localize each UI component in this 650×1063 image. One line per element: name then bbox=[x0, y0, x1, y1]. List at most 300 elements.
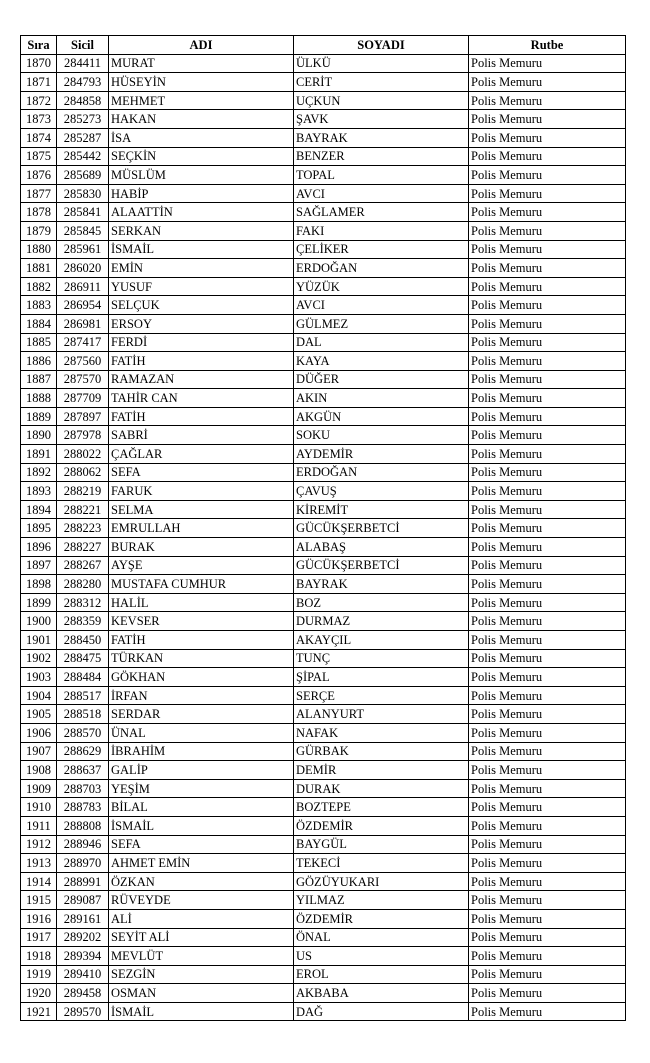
cell-adi: ALİ bbox=[109, 909, 294, 928]
cell-sira: 1921 bbox=[21, 1002, 57, 1021]
cell-soyadi: YILMAZ bbox=[294, 891, 469, 910]
cell-soyadi: TOPAL bbox=[294, 166, 469, 185]
cell-sira: 1905 bbox=[21, 705, 57, 724]
cell-rutbe: Polis Memuru bbox=[469, 519, 626, 538]
cell-adi: AHMET EMİN bbox=[109, 854, 294, 873]
cell-sira: 1889 bbox=[21, 407, 57, 426]
cell-sicil: 288703 bbox=[57, 779, 109, 798]
cell-adi: MEVLÜT bbox=[109, 947, 294, 966]
cell-soyadi: ÇAVUŞ bbox=[294, 482, 469, 501]
table-row bbox=[21, 296, 626, 315]
cell-sicil: 289458 bbox=[57, 984, 109, 1003]
cell-sira: 1879 bbox=[21, 221, 57, 240]
cell-soyadi: DAĞ bbox=[294, 1002, 469, 1021]
cell-adi: SELMA bbox=[109, 500, 294, 519]
cell-adi: SERDAR bbox=[109, 705, 294, 724]
cell-sicil: 288022 bbox=[57, 445, 109, 464]
table-row bbox=[21, 798, 626, 817]
cell-sicil: 288570 bbox=[57, 723, 109, 742]
cell-rutbe: Polis Memuru bbox=[469, 314, 626, 333]
cell-rutbe: Polis Memuru bbox=[469, 668, 626, 687]
cell-soyadi: AVCI bbox=[294, 184, 469, 203]
cell-rutbe: Polis Memuru bbox=[469, 761, 626, 780]
table-row bbox=[21, 314, 626, 333]
cell-rutbe: Polis Memuru bbox=[469, 947, 626, 966]
cell-rutbe: Polis Memuru bbox=[469, 128, 626, 147]
cell-adi: AYŞE bbox=[109, 556, 294, 575]
table-row bbox=[21, 259, 626, 278]
cell-sicil: 288517 bbox=[57, 686, 109, 705]
cell-adi: OSMAN bbox=[109, 984, 294, 1003]
cell-rutbe: Polis Memuru bbox=[469, 407, 626, 426]
cell-adi: ALAATTİN bbox=[109, 203, 294, 222]
table-row bbox=[21, 575, 626, 594]
table-row bbox=[21, 519, 626, 538]
table-body bbox=[21, 54, 626, 1021]
cell-sicil: 288450 bbox=[57, 631, 109, 650]
cell-sira: 1874 bbox=[21, 128, 57, 147]
cell-adi: SABRİ bbox=[109, 426, 294, 445]
cell-sira: 1885 bbox=[21, 333, 57, 352]
cell-sira: 1910 bbox=[21, 798, 57, 817]
cell-soyadi: SAĞLAMER bbox=[294, 203, 469, 222]
cell-adi: İRFAN bbox=[109, 686, 294, 705]
cell-sira: 1882 bbox=[21, 277, 57, 296]
cell-sira: 1897 bbox=[21, 556, 57, 575]
cell-adi: FARUK bbox=[109, 482, 294, 501]
cell-sira: 1907 bbox=[21, 742, 57, 761]
cell-rutbe: Polis Memuru bbox=[469, 686, 626, 705]
cell-sicil: 288219 bbox=[57, 482, 109, 501]
cell-sicil: 286981 bbox=[57, 314, 109, 333]
cell-rutbe: Polis Memuru bbox=[469, 742, 626, 761]
cell-adi: İSA bbox=[109, 128, 294, 147]
cell-sira: 1898 bbox=[21, 575, 57, 594]
cell-rutbe: Polis Memuru bbox=[469, 891, 626, 910]
cell-soyadi: BENZER bbox=[294, 147, 469, 166]
cell-adi: EMRULLAH bbox=[109, 519, 294, 538]
cell-sira: 1896 bbox=[21, 538, 57, 557]
cell-sira: 1900 bbox=[21, 612, 57, 631]
cell-rutbe: Polis Memuru bbox=[469, 779, 626, 798]
cell-adi: SEFA bbox=[109, 835, 294, 854]
cell-rutbe: Polis Memuru bbox=[469, 147, 626, 166]
cell-rutbe: Polis Memuru bbox=[469, 166, 626, 185]
cell-soyadi: YÜZÜK bbox=[294, 277, 469, 296]
cell-rutbe: Polis Memuru bbox=[469, 221, 626, 240]
cell-rutbe: Polis Memuru bbox=[469, 816, 626, 835]
cell-sicil: 285961 bbox=[57, 240, 109, 259]
cell-soyadi: DEMİR bbox=[294, 761, 469, 780]
table-row bbox=[21, 240, 626, 259]
cell-sira: 1887 bbox=[21, 370, 57, 389]
cell-adi: İSMAİL bbox=[109, 1002, 294, 1021]
table-row bbox=[21, 445, 626, 464]
cell-sira: 1895 bbox=[21, 519, 57, 538]
table-row bbox=[21, 723, 626, 742]
table-row bbox=[21, 73, 626, 92]
table-row bbox=[21, 947, 626, 966]
cell-adi: KEVSER bbox=[109, 612, 294, 631]
cell-sicil: 288359 bbox=[57, 612, 109, 631]
cell-sicil: 288991 bbox=[57, 872, 109, 891]
table-row bbox=[21, 761, 626, 780]
cell-sira: 1908 bbox=[21, 761, 57, 780]
cell-adi: MÜSLÜM bbox=[109, 166, 294, 185]
cell-rutbe: Polis Memuru bbox=[469, 835, 626, 854]
cell-adi: HÜSEYİN bbox=[109, 73, 294, 92]
cell-sira: 1875 bbox=[21, 147, 57, 166]
cell-soyadi: NAFAK bbox=[294, 723, 469, 742]
table-row bbox=[21, 854, 626, 873]
cell-rutbe: Polis Memuru bbox=[469, 184, 626, 203]
cell-sicil: 288062 bbox=[57, 463, 109, 482]
table-row bbox=[21, 370, 626, 389]
table-row bbox=[21, 147, 626, 166]
cell-sicil: 284858 bbox=[57, 91, 109, 110]
cell-sicil: 287417 bbox=[57, 333, 109, 352]
cell-adi: TÜRKAN bbox=[109, 649, 294, 668]
cell-adi: HALİL bbox=[109, 593, 294, 612]
cell-sicil: 285845 bbox=[57, 221, 109, 240]
cell-soyadi: GÜCÜKŞERBETCİ bbox=[294, 556, 469, 575]
header-adi: ADI bbox=[109, 36, 294, 55]
table-row bbox=[21, 1002, 626, 1021]
cell-soyadi: AYDEMİR bbox=[294, 445, 469, 464]
cell-sicil: 287978 bbox=[57, 426, 109, 445]
table-row bbox=[21, 649, 626, 668]
table-row bbox=[21, 909, 626, 928]
cell-rutbe: Polis Memuru bbox=[469, 854, 626, 873]
table-row bbox=[21, 110, 626, 129]
cell-sira: 1902 bbox=[21, 649, 57, 668]
cell-sira: 1881 bbox=[21, 259, 57, 278]
cell-adi: ÜNAL bbox=[109, 723, 294, 742]
cell-adi: YEŞİM bbox=[109, 779, 294, 798]
table-row bbox=[21, 556, 626, 575]
cell-adi: GALİP bbox=[109, 761, 294, 780]
cell-sicil: 288808 bbox=[57, 816, 109, 835]
cell-soyadi: ÖZDEMİR bbox=[294, 816, 469, 835]
cell-soyadi: ALANYURT bbox=[294, 705, 469, 724]
cell-rutbe: Polis Memuru bbox=[469, 426, 626, 445]
cell-rutbe: Polis Memuru bbox=[469, 909, 626, 928]
cell-rutbe: Polis Memuru bbox=[469, 370, 626, 389]
cell-sicil: 285442 bbox=[57, 147, 109, 166]
cell-soyadi: DURMAZ bbox=[294, 612, 469, 631]
cell-sira: 1916 bbox=[21, 909, 57, 928]
cell-soyadi: BAYRAK bbox=[294, 575, 469, 594]
cell-soyadi: SOKU bbox=[294, 426, 469, 445]
cell-sicil: 286954 bbox=[57, 296, 109, 315]
cell-rutbe: Polis Memuru bbox=[469, 463, 626, 482]
cell-rutbe: Polis Memuru bbox=[469, 73, 626, 92]
cell-sira: 1876 bbox=[21, 166, 57, 185]
table-row bbox=[21, 166, 626, 185]
cell-soyadi: KAYA bbox=[294, 352, 469, 371]
cell-adi: SEÇKİN bbox=[109, 147, 294, 166]
cell-sira: 1872 bbox=[21, 91, 57, 110]
cell-sira: 1918 bbox=[21, 947, 57, 966]
cell-rutbe: Polis Memuru bbox=[469, 203, 626, 222]
cell-rutbe: Polis Memuru bbox=[469, 798, 626, 817]
cell-rutbe: Polis Memuru bbox=[469, 575, 626, 594]
cell-adi: SERKAN bbox=[109, 221, 294, 240]
cell-rutbe: Polis Memuru bbox=[469, 928, 626, 947]
cell-rutbe: Polis Memuru bbox=[469, 240, 626, 259]
cell-adi: TAHİR CAN bbox=[109, 389, 294, 408]
cell-sicil: 287560 bbox=[57, 352, 109, 371]
cell-sira: 1903 bbox=[21, 668, 57, 687]
cell-sicil: 289570 bbox=[57, 1002, 109, 1021]
table-row bbox=[21, 593, 626, 612]
cell-rutbe: Polis Memuru bbox=[469, 352, 626, 371]
cell-soyadi: US bbox=[294, 947, 469, 966]
table-row bbox=[21, 184, 626, 203]
cell-sicil: 287709 bbox=[57, 389, 109, 408]
table-row bbox=[21, 500, 626, 519]
cell-adi: SELÇUK bbox=[109, 296, 294, 315]
cell-sicil: 288312 bbox=[57, 593, 109, 612]
cell-soyadi: ERDOĞAN bbox=[294, 463, 469, 482]
cell-soyadi: CERİT bbox=[294, 73, 469, 92]
cell-adi: GÖKHAN bbox=[109, 668, 294, 687]
table-row bbox=[21, 686, 626, 705]
cell-soyadi: SERÇE bbox=[294, 686, 469, 705]
cell-adi: SEZGİN bbox=[109, 965, 294, 984]
table-row bbox=[21, 407, 626, 426]
cell-rutbe: Polis Memuru bbox=[469, 593, 626, 612]
table-row bbox=[21, 705, 626, 724]
cell-adi: RAMAZAN bbox=[109, 370, 294, 389]
table-row bbox=[21, 668, 626, 687]
cell-sicil: 287570 bbox=[57, 370, 109, 389]
cell-soyadi: UÇKUN bbox=[294, 91, 469, 110]
cell-soyadi: AKGÜN bbox=[294, 407, 469, 426]
cell-soyadi: AKIN bbox=[294, 389, 469, 408]
cell-sicil: 288946 bbox=[57, 835, 109, 854]
cell-rutbe: Polis Memuru bbox=[469, 333, 626, 352]
cell-sicil: 289161 bbox=[57, 909, 109, 928]
cell-sira: 1915 bbox=[21, 891, 57, 910]
cell-sicil: 288970 bbox=[57, 854, 109, 873]
table-row bbox=[21, 389, 626, 408]
cell-sira: 1912 bbox=[21, 835, 57, 854]
cell-soyadi: ÇELİKER bbox=[294, 240, 469, 259]
cell-rutbe: Polis Memuru bbox=[469, 538, 626, 557]
cell-adi: YUSUF bbox=[109, 277, 294, 296]
cell-sira: 1920 bbox=[21, 984, 57, 1003]
cell-sira: 1871 bbox=[21, 73, 57, 92]
table-row bbox=[21, 538, 626, 557]
cell-sicil: 285830 bbox=[57, 184, 109, 203]
cell-rutbe: Polis Memuru bbox=[469, 91, 626, 110]
cell-soyadi: DAL bbox=[294, 333, 469, 352]
cell-soyadi: AVCI bbox=[294, 296, 469, 315]
cell-rutbe: Polis Memuru bbox=[469, 277, 626, 296]
cell-rutbe: Polis Memuru bbox=[469, 872, 626, 891]
cell-sira: 1892 bbox=[21, 463, 57, 482]
cell-sira: 1914 bbox=[21, 872, 57, 891]
cell-sicil: 288518 bbox=[57, 705, 109, 724]
cell-sira: 1890 bbox=[21, 426, 57, 445]
cell-sira: 1877 bbox=[21, 184, 57, 203]
cell-adi: BURAK bbox=[109, 538, 294, 557]
cell-sira: 1880 bbox=[21, 240, 57, 259]
table-row bbox=[21, 835, 626, 854]
cell-soyadi: ÖZDEMİR bbox=[294, 909, 469, 928]
cell-soyadi: BOZ bbox=[294, 593, 469, 612]
cell-sira: 1901 bbox=[21, 631, 57, 650]
header-soyadi: SOYADI bbox=[294, 36, 469, 55]
cell-sicil: 286911 bbox=[57, 277, 109, 296]
cell-rutbe: Polis Memuru bbox=[469, 389, 626, 408]
cell-adi: BİLAL bbox=[109, 798, 294, 817]
cell-soyadi: GÜLMEZ bbox=[294, 314, 469, 333]
table-row bbox=[21, 426, 626, 445]
table-row bbox=[21, 631, 626, 650]
cell-sira: 1893 bbox=[21, 482, 57, 501]
table-row bbox=[21, 779, 626, 798]
cell-soyadi: ERDOĞAN bbox=[294, 259, 469, 278]
cell-soyadi: KİREMİT bbox=[294, 500, 469, 519]
cell-adi: İBRAHİM bbox=[109, 742, 294, 761]
cell-soyadi: ŞAVK bbox=[294, 110, 469, 129]
cell-sicil: 289202 bbox=[57, 928, 109, 947]
table-row bbox=[21, 891, 626, 910]
cell-sicil: 288280 bbox=[57, 575, 109, 594]
cell-sicil: 288227 bbox=[57, 538, 109, 557]
cell-sira: 1891 bbox=[21, 445, 57, 464]
cell-sira: 1870 bbox=[21, 54, 57, 73]
cell-soyadi: DURAK bbox=[294, 779, 469, 798]
cell-rutbe: Polis Memuru bbox=[469, 296, 626, 315]
cell-sicil: 286020 bbox=[57, 259, 109, 278]
cell-soyadi: TUNÇ bbox=[294, 649, 469, 668]
cell-soyadi: BAYRAK bbox=[294, 128, 469, 147]
personnel-table bbox=[20, 35, 626, 1021]
cell-adi: MEHMET bbox=[109, 91, 294, 110]
cell-sicil: 288637 bbox=[57, 761, 109, 780]
table-row bbox=[21, 203, 626, 222]
table-row bbox=[21, 91, 626, 110]
cell-sicil: 287897 bbox=[57, 407, 109, 426]
cell-sicil: 288223 bbox=[57, 519, 109, 538]
table-row bbox=[21, 816, 626, 835]
cell-rutbe: Polis Memuru bbox=[469, 482, 626, 501]
cell-soyadi: ÜLKÜ bbox=[294, 54, 469, 73]
cell-soyadi: BAYGÜL bbox=[294, 835, 469, 854]
cell-rutbe: Polis Memuru bbox=[469, 500, 626, 519]
header-sira: Sıra bbox=[21, 36, 57, 55]
cell-adi: HAKAN bbox=[109, 110, 294, 129]
cell-sira: 1878 bbox=[21, 203, 57, 222]
cell-sira: 1904 bbox=[21, 686, 57, 705]
cell-sira: 1899 bbox=[21, 593, 57, 612]
cell-sira: 1911 bbox=[21, 816, 57, 835]
cell-rutbe: Polis Memuru bbox=[469, 259, 626, 278]
cell-sira: 1884 bbox=[21, 314, 57, 333]
cell-sira: 1909 bbox=[21, 779, 57, 798]
cell-soyadi: GÖZÜYUKARI bbox=[294, 872, 469, 891]
cell-soyadi: FAKI bbox=[294, 221, 469, 240]
table-row bbox=[21, 965, 626, 984]
cell-sicil: 285689 bbox=[57, 166, 109, 185]
table-row bbox=[21, 54, 626, 73]
cell-soyadi: ŞİPAL bbox=[294, 668, 469, 687]
cell-adi: FATİH bbox=[109, 407, 294, 426]
cell-rutbe: Polis Memuru bbox=[469, 445, 626, 464]
cell-rutbe: Polis Memuru bbox=[469, 965, 626, 984]
cell-adi: SEFA bbox=[109, 463, 294, 482]
table-row bbox=[21, 928, 626, 947]
cell-soyadi: DÜĞER bbox=[294, 370, 469, 389]
cell-adi: FATİH bbox=[109, 631, 294, 650]
cell-adi: FATİH bbox=[109, 352, 294, 371]
cell-sicil: 288475 bbox=[57, 649, 109, 668]
cell-sicil: 284411 bbox=[57, 54, 109, 73]
cell-sicil: 288221 bbox=[57, 500, 109, 519]
cell-sira: 1917 bbox=[21, 928, 57, 947]
cell-sicil: 289087 bbox=[57, 891, 109, 910]
cell-soyadi: AKAYÇIL bbox=[294, 631, 469, 650]
cell-adi: MURAT bbox=[109, 54, 294, 73]
cell-adi: HABİP bbox=[109, 184, 294, 203]
cell-adi: ERSOY bbox=[109, 314, 294, 333]
table-row bbox=[21, 612, 626, 631]
cell-soyadi: TEKECİ bbox=[294, 854, 469, 873]
cell-sicil: 289394 bbox=[57, 947, 109, 966]
cell-sicil: 285287 bbox=[57, 128, 109, 147]
cell-sicil: 288783 bbox=[57, 798, 109, 817]
cell-adi: RÜVEYDE bbox=[109, 891, 294, 910]
cell-adi: MUSTAFA CUMHUR bbox=[109, 575, 294, 594]
cell-rutbe: Polis Memuru bbox=[469, 984, 626, 1003]
cell-sira: 1886 bbox=[21, 352, 57, 371]
table-row bbox=[21, 872, 626, 891]
cell-sira: 1894 bbox=[21, 500, 57, 519]
cell-rutbe: Polis Memuru bbox=[469, 110, 626, 129]
cell-adi: EMİN bbox=[109, 259, 294, 278]
cell-rutbe: Polis Memuru bbox=[469, 54, 626, 73]
table-row bbox=[21, 984, 626, 1003]
cell-rutbe: Polis Memuru bbox=[469, 705, 626, 724]
cell-sicil: 284793 bbox=[57, 73, 109, 92]
cell-sicil: 289410 bbox=[57, 965, 109, 984]
cell-soyadi: BOZTEPE bbox=[294, 798, 469, 817]
cell-adi: ÇAĞLAR bbox=[109, 445, 294, 464]
header-sicil: Sicil bbox=[57, 36, 109, 55]
table-header-row bbox=[21, 36, 626, 55]
cell-rutbe: Polis Memuru bbox=[469, 1002, 626, 1021]
table-row bbox=[21, 482, 626, 501]
cell-sicil: 288629 bbox=[57, 742, 109, 761]
header-rutbe: Rutbe bbox=[469, 36, 626, 55]
cell-soyadi: ALABAŞ bbox=[294, 538, 469, 557]
cell-sicil: 288484 bbox=[57, 668, 109, 687]
cell-rutbe: Polis Memuru bbox=[469, 612, 626, 631]
cell-sira: 1888 bbox=[21, 389, 57, 408]
cell-sicil: 288267 bbox=[57, 556, 109, 575]
cell-adi: İSMAİL bbox=[109, 816, 294, 835]
table-row bbox=[21, 463, 626, 482]
cell-soyadi: AKBABA bbox=[294, 984, 469, 1003]
cell-soyadi: GÜRBAK bbox=[294, 742, 469, 761]
cell-rutbe: Polis Memuru bbox=[469, 723, 626, 742]
cell-adi: FERDİ bbox=[109, 333, 294, 352]
cell-adi: SEYİT ALİ bbox=[109, 928, 294, 947]
cell-sira: 1919 bbox=[21, 965, 57, 984]
